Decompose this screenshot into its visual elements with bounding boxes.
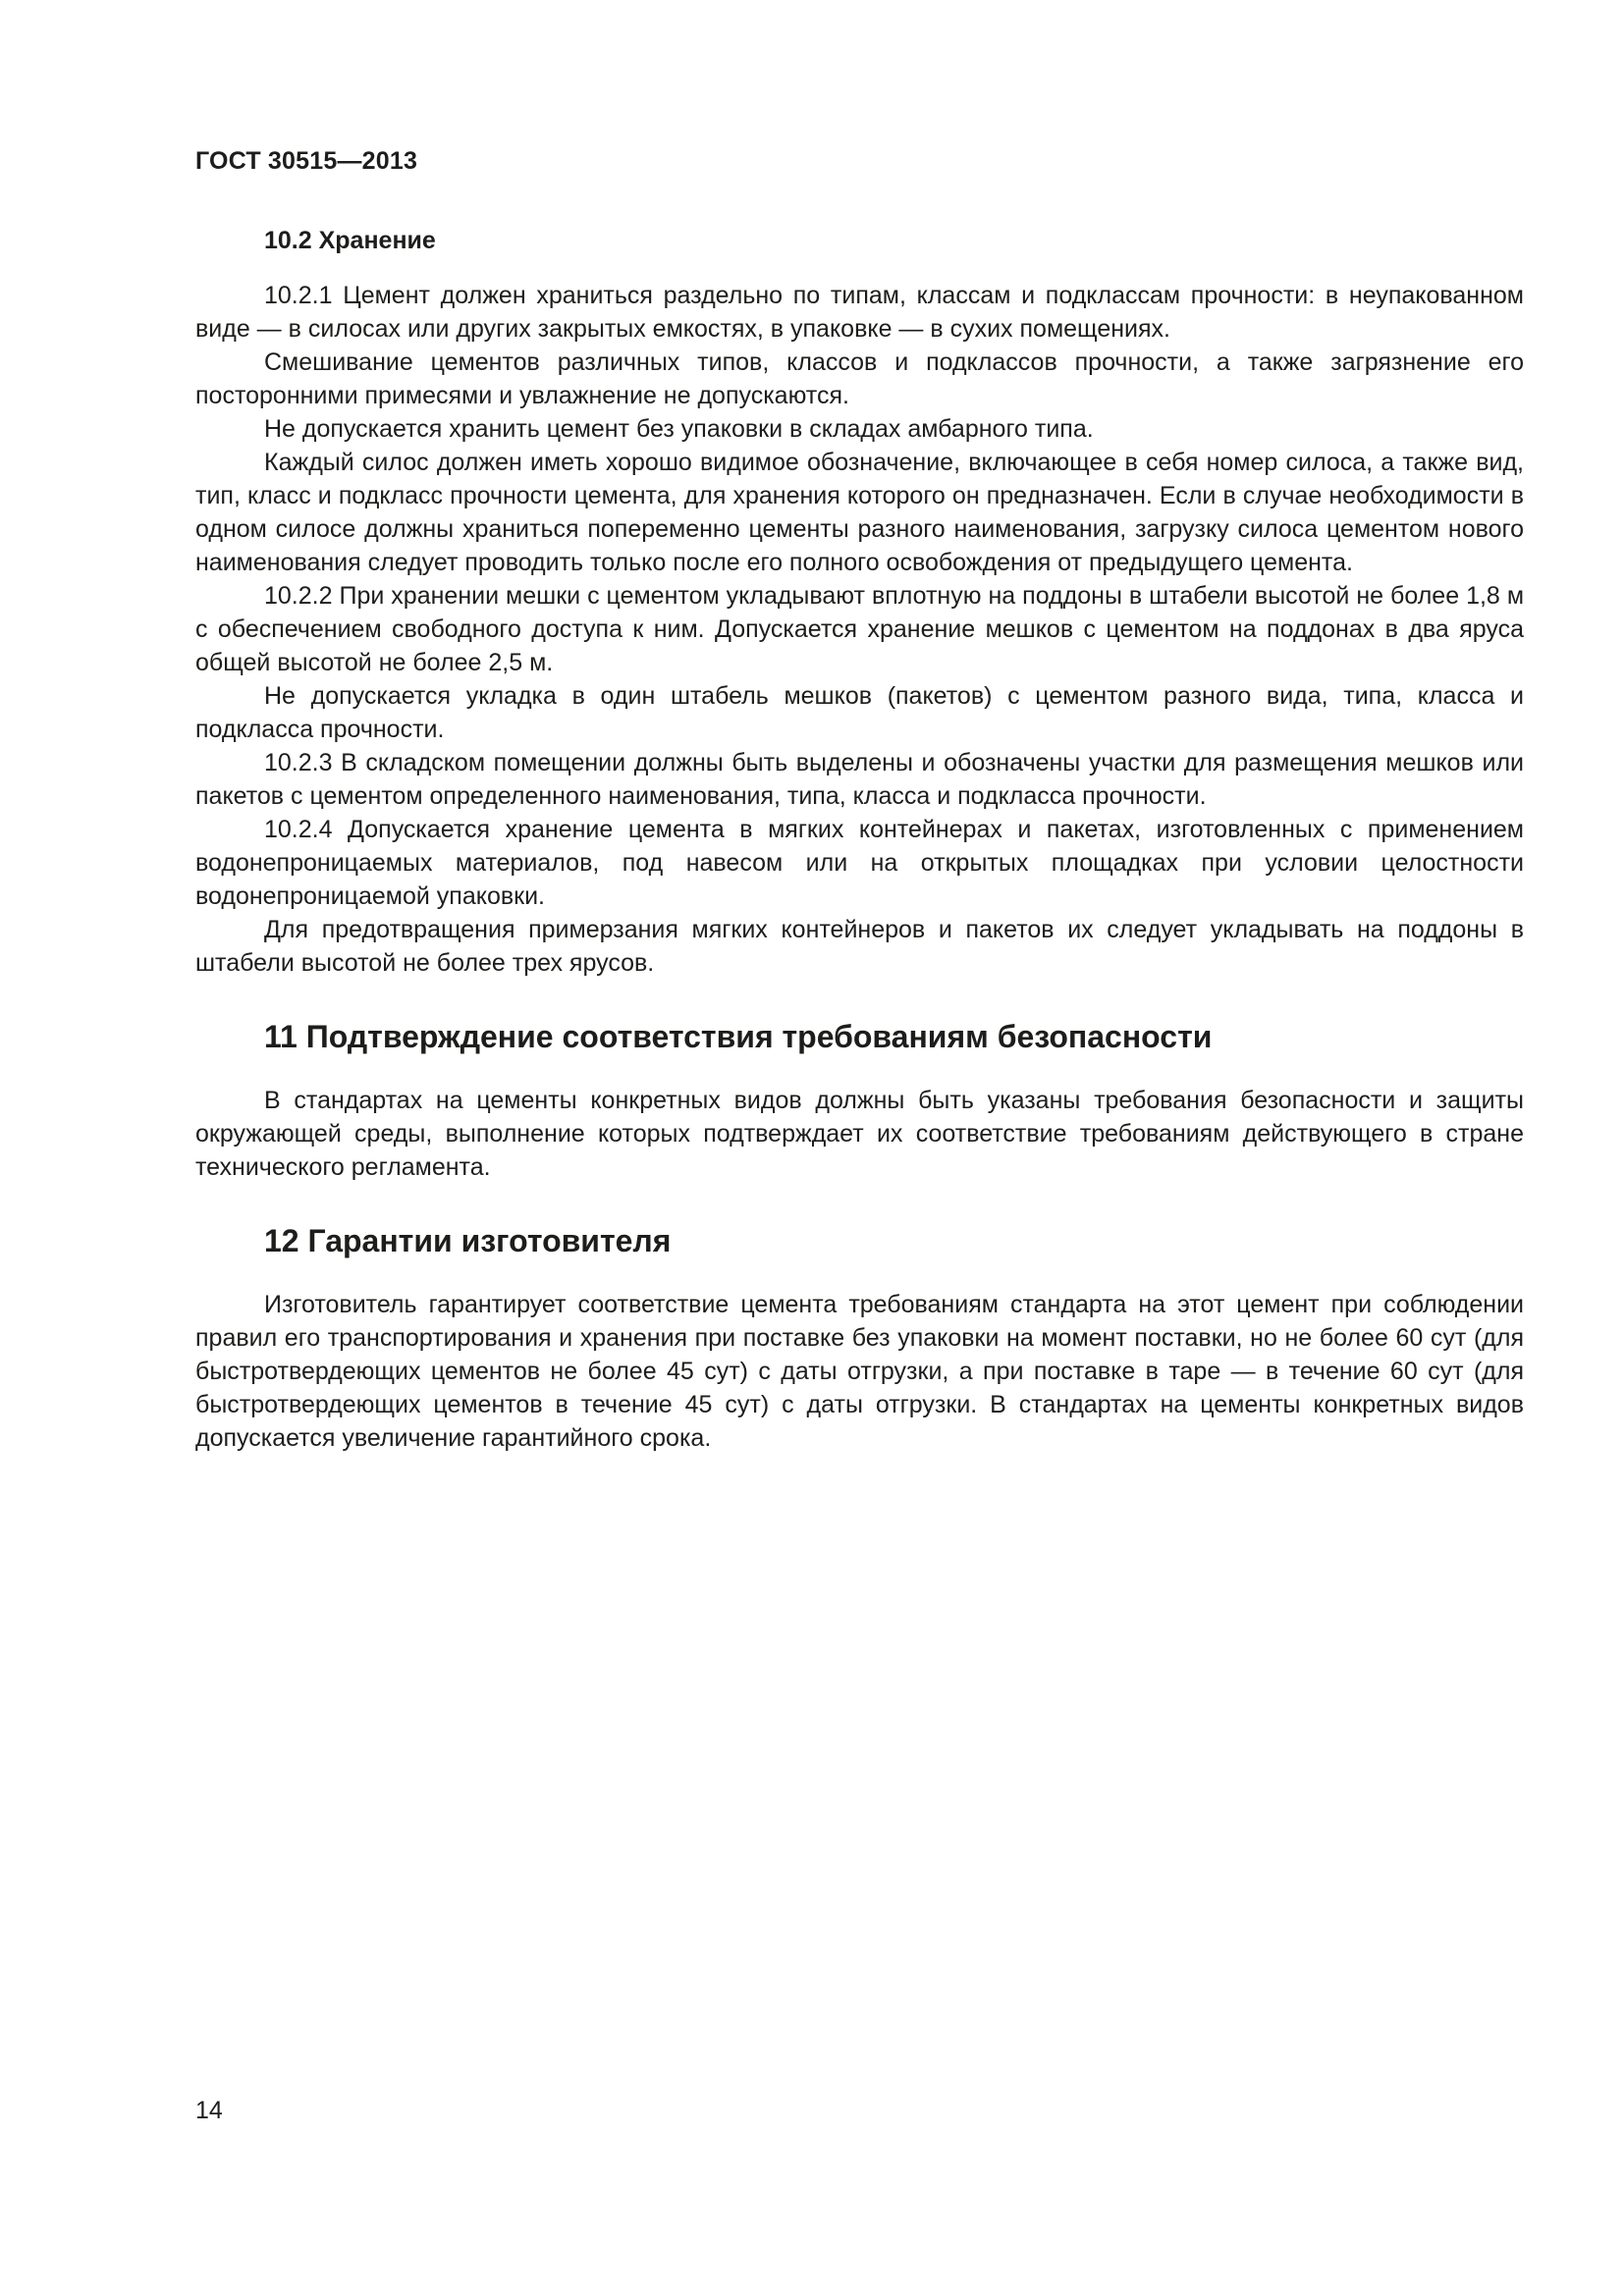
paragraph-10-2-3: 10.2.3 В складском помещении должны быть выделены и обозначены участки для размещения мешков или пакетов с цементом определенного наименования, типа, класса и подкласса прочности. — [195, 749, 1524, 810]
section-heading-12: 12 Гарантии изготовителя — [264, 1223, 672, 1258]
paragraph-10-2-1: 10.2.1 Цемент должен храниться раздельно по типам, классам и подклассам прочности: в неупакованном виде — в силосах или других закрытых емкостях, в упаковке — в сухих помещениях. — [195, 282, 1524, 343]
section-heading-11: 11 Подтверждение соответствия требованиям безопасности — [264, 1019, 1213, 1054]
document-code-header: ГОСТ 30515—2013 — [195, 147, 418, 175]
paragraph-mixing: Смешивание цементов различных типов, классов и подклассов прочности, а также загрязнение его посторонними примесями и увлажнение не допускаются. — [195, 348, 1524, 409]
document-body — [195, 224, 1524, 1455]
paragraph-stacking: Не допускается укладка в один штабель мешков (пакетов) с цементом разного вида, типа, класса и подкласса прочности. — [195, 682, 1524, 743]
paragraph-silo-marking: Каждый силос должен иметь хорошо видимое обозначение, включающее в себя номер силоса, а также вид, тип, класс и подкласс прочности цемента, для хранения которого он предназначен. Если в случае необходимости в одном силосе должны храниться попеременно цементы разного наименования, загрузку силоса цементом нового наименования следует проводить только после его полного освобождения от предыдущего цемента. — [195, 449, 1524, 576]
paragraph-barn-storage: Не допускается хранить цемент без упаковки в складах амбарного типа. — [264, 415, 1094, 443]
paragraph-section-12: Изготовитель гарантирует соответствие цемента требованиям стандарта на этот цемент при соблюдении правил его транспортирования и хранения при поставке без упаковки на момент поставки, но не более 60 сут (для быстротвердеющих цементов не более 45 сут) с даты отгрузки, а при поставке в таре — в течение 60 сут (для быстротвердеющих цементов в течение 45 сут) с даты отгрузки. В стандартах на цементы конкретных видов допускается увеличение гарантийного срока. — [195, 1291, 1524, 1452]
page-number: 14 — [195, 2097, 223, 2124]
paragraph-section-11: В стандартах на цементы конкретных видов должны быть указаны требования безопасности и защиты окружающей среды, выполнение которых подтверждает их соответствие требованиям действующего в стране технического регламента. — [195, 1087, 1524, 1181]
paragraph-freezing: Для предотвращения примерзания мягких контейнеров и пакетов их следует укладывать на поддоны в штабели высотой не более трех ярусов. — [195, 916, 1524, 977]
paragraph-10-2-4: 10.2.4 Допускается хранение цемента в мягких контейнерах и пакетах, изготовленных с применением водонепроницаемых материалов, под навесом или на открытых площадках при условии целостности водонепроницаемой упаковки. — [195, 816, 1524, 910]
subsection-title-10-2: 10.2 Хранение — [264, 227, 436, 254]
paragraph-10-2-2: 10.2.2 При хранении мешки с цементом укладывают вплотную на поддоны в штабели высотой не более 1,8 м с обеспечением свободного доступа к ним. Допускается хранение мешков с цементом на поддонах в два яруса общей высотой не более 2,5 м. — [195, 582, 1524, 676]
